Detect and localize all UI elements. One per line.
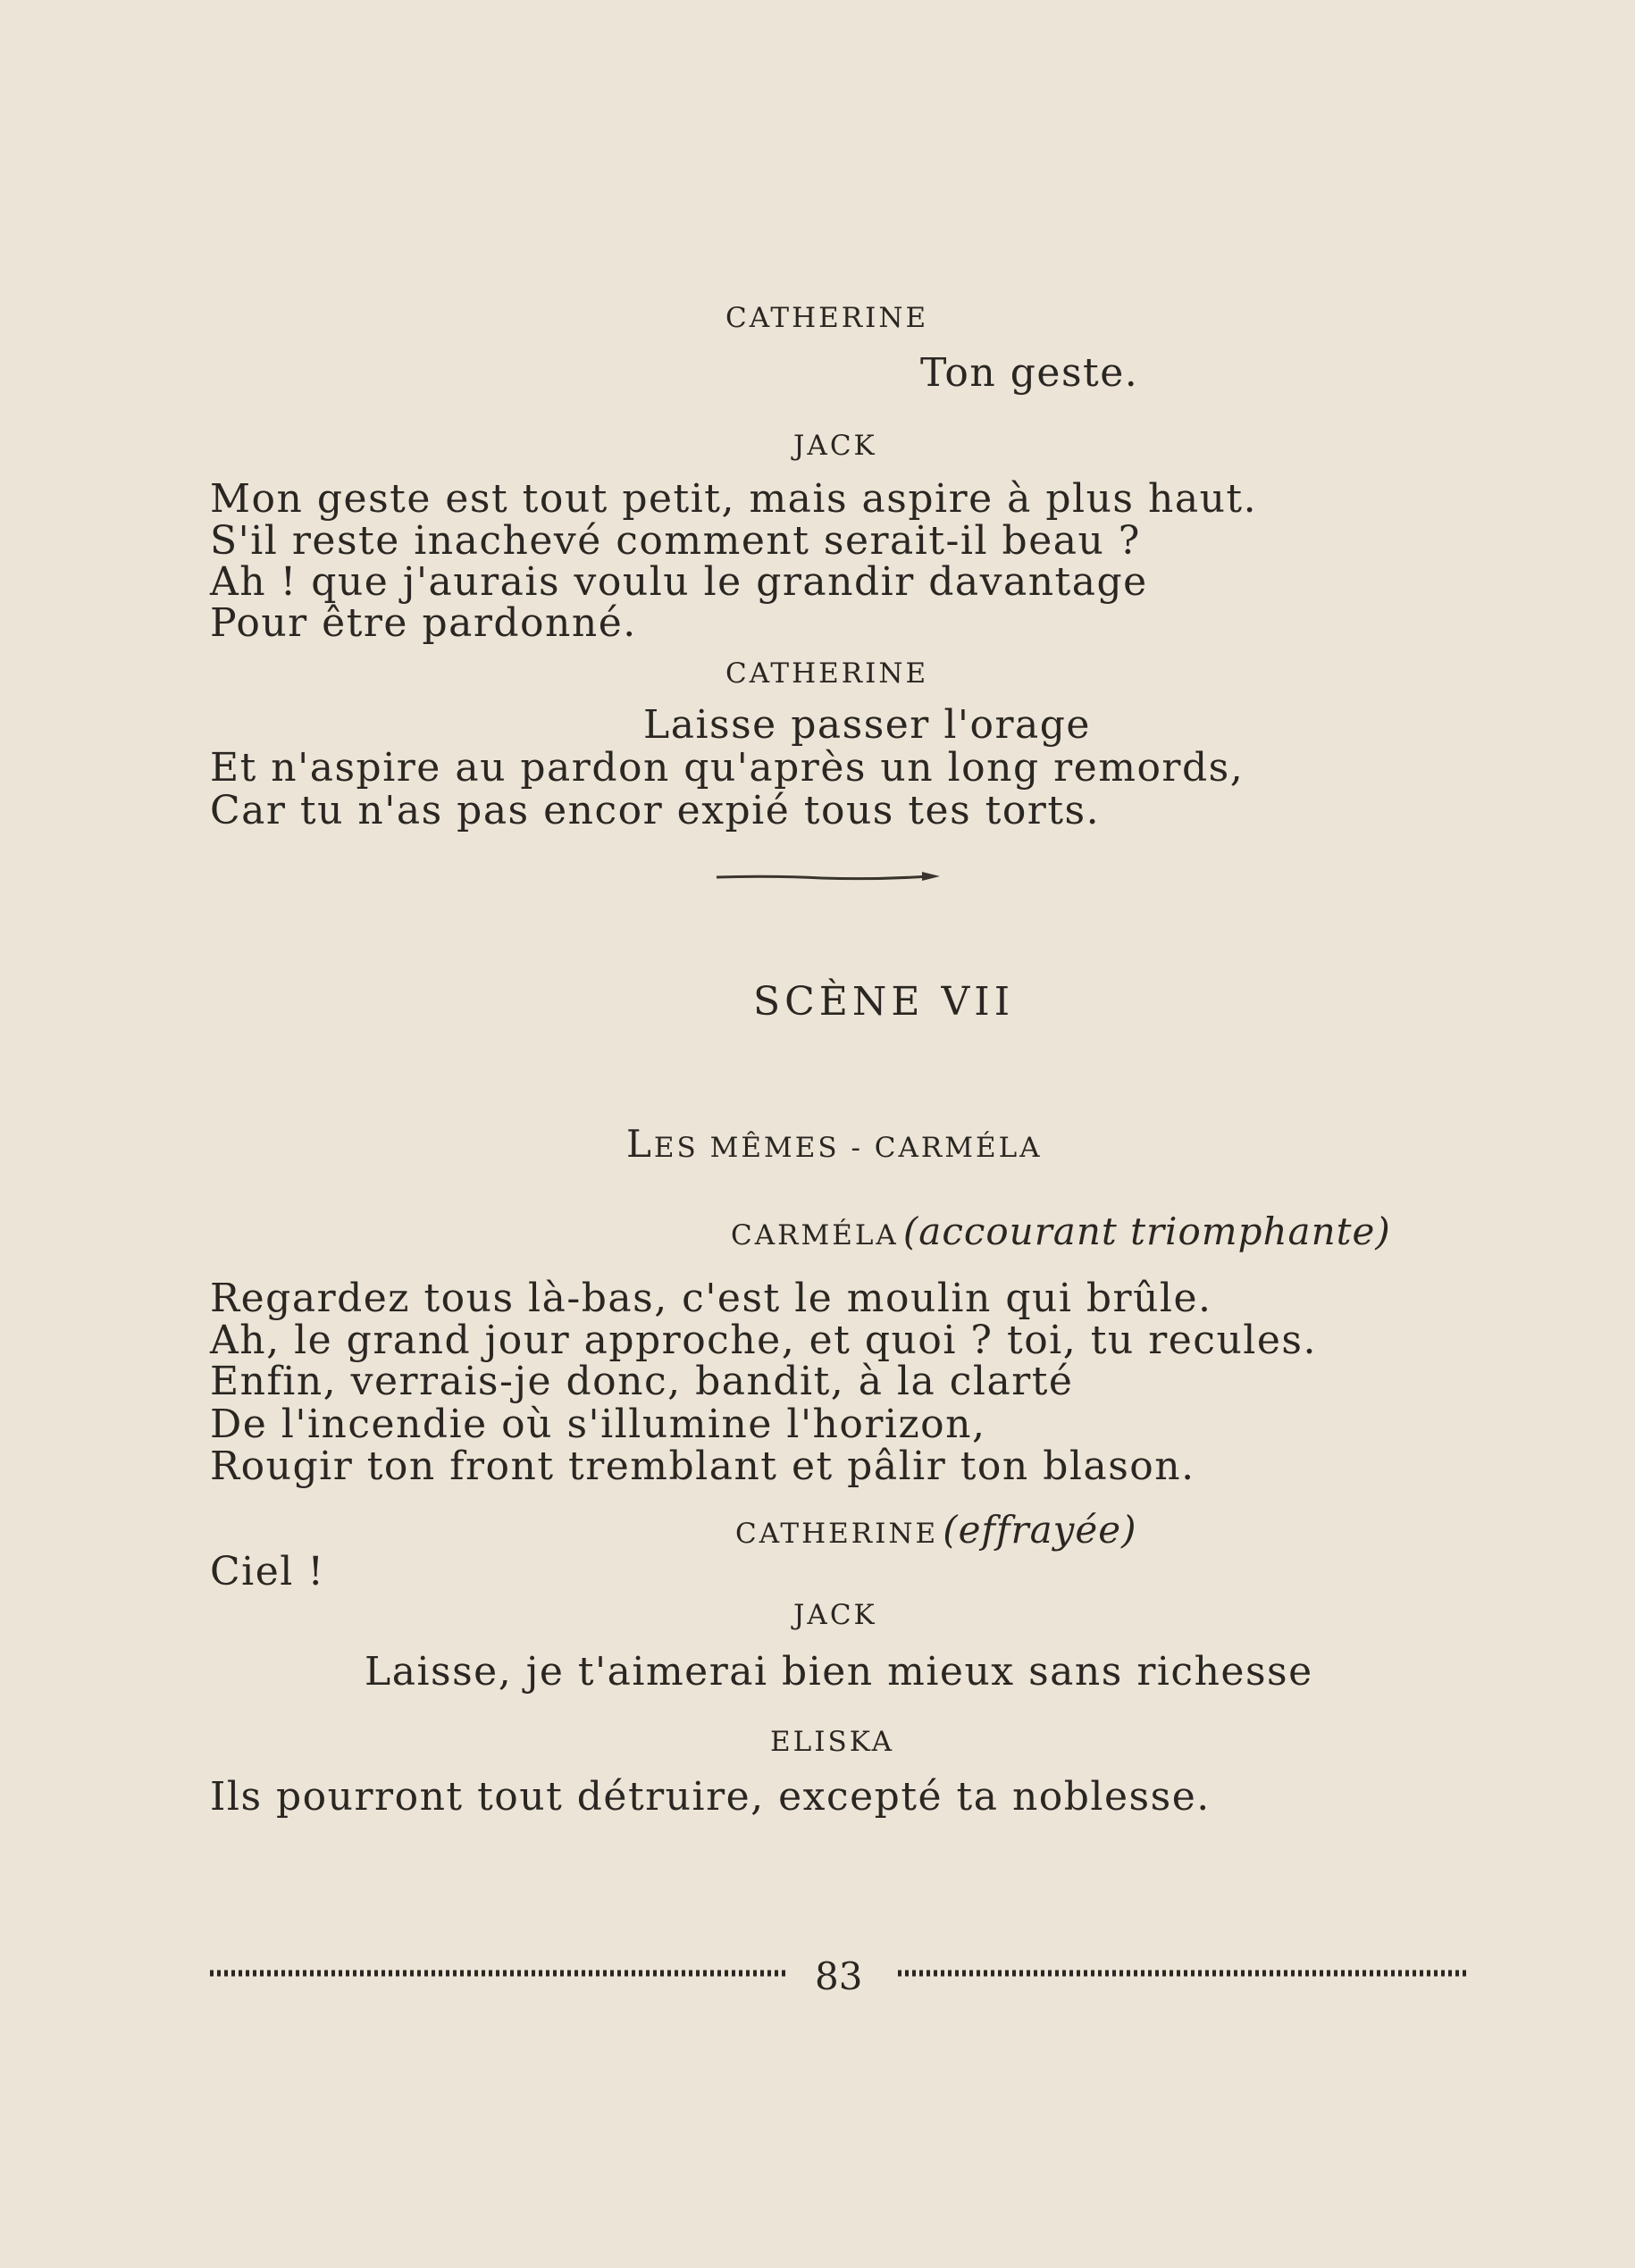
speaker-carmela-line <box>731 1209 1391 1253</box>
speaker-catherine: CATHERINE <box>735 1518 939 1550</box>
verse-line: Rougir ton front tremblant et pâlir ton blason. <box>210 1444 1195 1489</box>
verse-line: De l'incendie où s'illumine l'horizon, <box>210 1402 986 1447</box>
verse-line: Mon geste est tout petit, mais aspire à plus haut. <box>210 476 1258 522</box>
verse-line: Ah, le grand jour approche, et quoi ? toi, tu recules. <box>210 1318 1317 1363</box>
verse-line: Ciel ! <box>210 1549 325 1594</box>
verse-line: Et n'aspire au pardon qu'après un long remords, <box>210 745 1245 791</box>
speaker-catherine: CATHERINE <box>725 302 929 334</box>
verse-line: S'il reste inachevé comment serait-il beau ? <box>210 518 1141 564</box>
verse-line: Pour être pardonné. <box>210 600 637 646</box>
footer-rule-right <box>898 1967 1468 1979</box>
verse-line: Laisse passer l'orage <box>643 702 1091 748</box>
scene-cast <box>626 1122 1043 1166</box>
page-number: 83 <box>815 1954 863 1998</box>
stage-direction: (accourant triomphante) <box>902 1209 1391 1253</box>
speaker-jack: JACK <box>793 430 877 462</box>
verse-line: Ah ! que j'aurais voulu le grandir davantage <box>210 559 1148 605</box>
verse-line: Ils pourront tout détruire, excepté ta noblesse. <box>210 1774 1211 1820</box>
scene-title: SCÈNE VII <box>753 979 1015 1025</box>
speaker-catherine: CATHERINE <box>725 657 929 690</box>
cast-initial: L <box>626 1122 654 1166</box>
ornamental-divider <box>715 866 947 888</box>
footer-rule-left <box>210 1967 789 1979</box>
speaker-catherine-line <box>735 1508 1136 1552</box>
speaker-jack: JACK <box>793 1599 877 1631</box>
verse-line: Ton geste. <box>920 350 1139 396</box>
verse-line: Laisse, je t'aimerai bien mieux sans richesse <box>365 1649 1313 1695</box>
stage-direction: (effrayée) <box>943 1508 1137 1552</box>
verse-line: Regardez tous là-bas, c'est le moulin qui brûle. <box>210 1276 1212 1321</box>
cast-rest: ES MÊMES - CARMÉLA <box>653 1132 1043 1164</box>
verse-line: Enfin, verrais-je donc, bandit, à la clarté <box>210 1359 1074 1404</box>
speaker-eliska: ELISKA <box>770 1726 894 1758</box>
speaker-carmela: CARMÉLA <box>731 1219 899 1251</box>
verse-line: Car tu n'as pas encor expié tous tes torts. <box>210 788 1101 833</box>
